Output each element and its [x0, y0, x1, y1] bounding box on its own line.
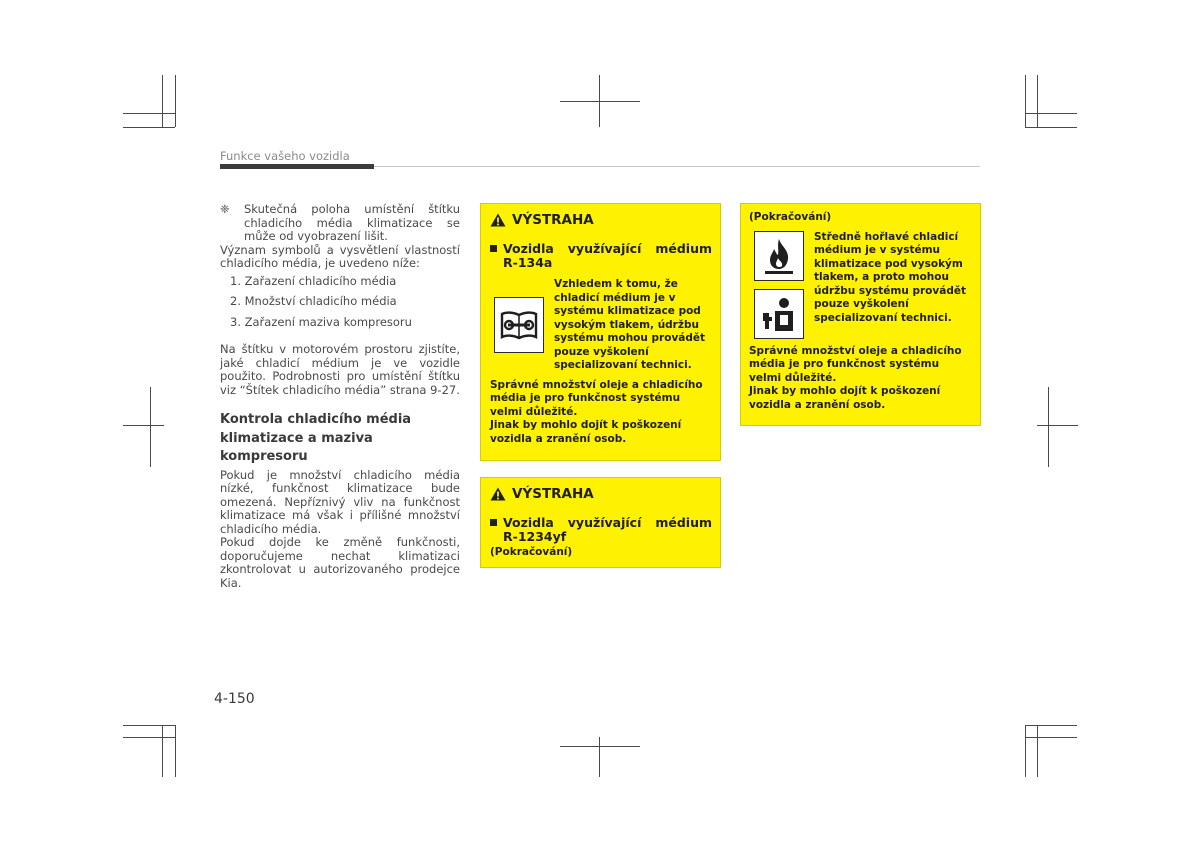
text-column	[220, 203, 460, 590]
warning-triangle-icon	[490, 213, 506, 227]
warning-box-r1234yf	[480, 477, 721, 568]
list-item: 1. Zařazení chladicího média	[230, 273, 397, 288]
warning-subtitle: Vozidla využívající médium R-134a	[490, 242, 712, 270]
section-title: Funkce vašeho vozidla	[220, 149, 350, 163]
paragraph: Pokud dojde ke změně funkčnosti, doporučujeme nechat klimatizaci zkontrolovat u autorizovaného prodejce Kia.	[220, 535, 460, 590]
icon-row	[754, 231, 971, 339]
continued-label: (Pokračování)	[749, 211, 832, 223]
warning-body: Správné množství oleje a chladicího média je pro funkčnost systému velmi důležité.	[749, 344, 962, 384]
note-marker-icon: ❈	[220, 202, 230, 216]
flammable-icon	[754, 231, 804, 281]
warning-box-continued	[740, 203, 981, 426]
label-location-text: Na štítku v motorovém prostoru zjistíte, jaké chladicí médium je ve vozidle použito. Podrobnosti pro umístění štítku viz “Štítek chladicího média” strana 9-27.	[220, 342, 460, 397]
warning-body: Správné množství oleje a chladicího média je pro funkčnost systému velmi důležité.	[490, 378, 703, 418]
list-item: 2. Množství chladicího média	[230, 294, 397, 308]
header-rule-thick	[220, 164, 374, 169]
icon-warning-text: Vzhledem k tomu, že chladicí médium je v systému klimatizace pod vysokým tlakem, údržbu systému mohou provádět pouze vyškolení specializovaní technici.	[554, 278, 706, 371]
running-header	[220, 149, 980, 169]
icon-stack	[754, 231, 804, 339]
header-rule-thin	[374, 166, 980, 167]
technician-icon	[754, 289, 804, 339]
continued-label: (Pokračování)	[490, 546, 573, 558]
warning-title: VÝSTRAHA	[512, 486, 594, 502]
warning-body: Jinak by mohlo dojít k poškození vozidla a zranění osob.	[490, 419, 682, 445]
note-text: Skutečná poloha umístění štítku chladicího média klimatizace se může od vyobrazení lišit.	[244, 202, 460, 243]
position-note	[220, 203, 460, 244]
icon-warning-text: Středně hořlavé chladicí médium je v systému klimatizace pod vysokým tlakem, a proto mohou údržbu systému provádět pouze vyškolení specializovaní technici.	[814, 230, 966, 324]
intro-text: Význam symbolů a vysvětlení vlastností chladicího média, je uvedeno níže:	[220, 242, 460, 270]
warning-title: VÝSTRAHA	[512, 212, 594, 228]
paragraph: Pokud je množství chladicího média nízké, funkčnost klimatizace bude omezená. Nepříznivý vliv na funkčnost klimatizace má však i přílišné množství chladicího média.	[220, 467, 460, 536]
icon-row	[494, 278, 712, 373]
list-item: 3. Zařazení maziva kompresoru	[230, 314, 412, 329]
page-number: 4-150	[214, 691, 255, 707]
bullet-square-icon	[490, 519, 497, 526]
warning-heading	[490, 212, 712, 228]
service-manual-icon	[494, 297, 544, 353]
section-heading: Kontrola chladicího média klimatizace a maziva kompresoru	[220, 412, 412, 464]
warning-box-r134a	[480, 203, 721, 461]
symbol-list	[230, 275, 460, 330]
warning-body: Jinak by mohlo dojít k poškození vozidla a zranění osob.	[749, 385, 941, 411]
warning-subtitle: Vozidla využívající médium R-1234yf	[490, 516, 712, 544]
bullet-square-icon	[490, 245, 497, 252]
warning-heading	[490, 486, 712, 502]
warning-triangle-icon	[490, 487, 506, 501]
